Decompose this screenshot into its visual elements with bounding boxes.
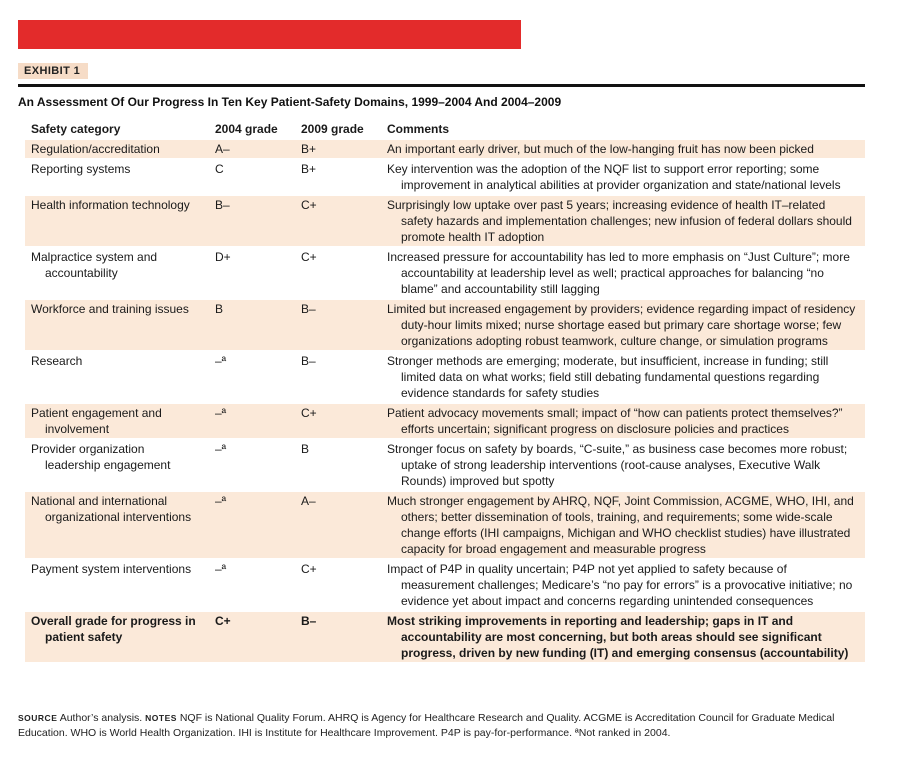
title-rule [18,84,865,87]
notes-label: NOTES [145,713,177,723]
row-2009-grade: A– [295,492,381,558]
row-2004-grade: D+ [215,250,231,264]
row-comments: Much stronger engagement by AHRQ, NQF, Joint Commission, ACGME, WHO, IHI, and others; better dissemination of tools, training, and requirements; some wide-scale change efforts (IHI campaigns, Michigan and WHO checklist studies) have illustrated capacity for broad engagement and measurable progress [387,494,854,556]
row-category: Health information technology [31,198,190,212]
row-2004-grade: B– [209,196,295,246]
row-comments: Surprisingly low uptake over past 5 years; increasing evidence of health IT–related safety hazards and implementation challenges; new infusion of federal dollars should promote health IT adoption [387,198,852,244]
table-row [25,404,865,438]
row-category: Regulation/accreditation [31,142,160,156]
row-category: Overall grade for progress in patient safety [31,614,196,644]
row-category: Patient engagement and involvement [31,406,162,436]
table-row [25,140,865,158]
row-category: Workforce and training issues [31,302,189,316]
row-2004-grade: –ª [209,404,295,438]
header-red-bar [18,20,521,49]
row-comments: Limited but increased engagement by providers; evidence regarding impact of residency duty-hour limits mixed; nurse shortage eased but primary care shortage worse; few organizations adopting robust teamwork, culture change, or simulation programs [387,302,856,348]
row-2009-grade: C+ [295,404,381,438]
row-2009-grade: B– [301,354,316,368]
row-comments: Patient advocacy movements small; impact of “how can patients protect themselves?” efforts uncertain; significant progress on disclosure policies and practices [387,406,843,436]
notes-text: NQF is National Quality Forum. AHRQ is Agency for Healthcare Research and Quality. ACGME is Accreditation Council for Graduate Medical Education. WHO is World Health Organization. IHI is Institute for Healthcare Improvement. P4P is pay-for-performance. ªNot ranked in 2004. [18,712,835,739]
row-category: Malpractice system and accountability [31,250,158,280]
row-2004-grade: B [209,300,295,350]
table-row [25,352,865,402]
row-2004-grade: –ª [215,442,227,456]
row-comments: Increased pressure for accountability has led to more emphasis on “Just Culture”; more accountability at leadership level as well; practical approaches for balancing “no blame” and accountability still lagging [387,250,850,296]
row-2009-grade: B– [295,612,381,662]
row-2009-grade: C+ [301,250,317,264]
table-row [25,440,865,490]
table-row [25,248,865,298]
row-comments: Impact of P4P in quality uncertain; P4P not yet applied to safety because of measurement challenges; Medicare’s “no pay for errors” is a provocative initiative; no evidence yet about impact and concerns regarding unintended consequences [387,562,853,608]
row-comments: Stronger methods are emerging; moderate, but insufficient, increase in funding; still limited data on what works; field still debating fundamental questions regarding evidence standards for safety studies [387,354,829,400]
table-row [25,160,865,194]
header-2009-grade: 2009 grade [301,122,364,136]
exhibit-title: An Assessment Of Our Progress In Ten Key Patient-Safety Domains, 1999–2004 And 2004–2009 [18,95,562,109]
row-2004-grade: –ª [215,354,227,368]
overall-row [25,612,865,662]
table-header-row [25,120,865,138]
row-2009-grade: B+ [301,162,317,176]
source-label: SOURCE [18,713,58,723]
row-2004-grade: C [215,162,224,176]
footnote [18,711,880,741]
table-row [25,300,865,350]
header-category: Safety category [31,122,121,136]
row-comments: Stronger focus on safety by boards, “C-suite,” as business case becomes more robust; uptake of strong leadership interventions (root-cause analyses, Executive Walk Rounds) improved but spotty [387,442,848,488]
row-2004-grade: A– [209,140,295,158]
row-2009-grade: B– [295,300,381,350]
row-comments: An important early driver, but much of the low-hanging fruit has now been picked [387,142,814,156]
row-category: Provider organization leadership engagement [31,442,171,472]
row-2009-grade: C+ [301,562,317,576]
row-category: Research [31,354,83,368]
row-category: National and international organizational interventions [31,494,192,524]
exhibit-label: EXHIBIT 1 [18,63,88,79]
row-2009-grade: B+ [295,140,381,158]
row-2009-grade: C+ [295,196,381,246]
row-comments: Most striking improvements in reporting and leadership; gaps in IT and accountability are most concerning, but both areas should see significant progress, driven by new funding (IT) and emerging consensus (accountability) [387,614,849,660]
table-row [25,196,865,246]
row-2004-grade: C+ [209,612,295,662]
grades-table [25,118,865,664]
header-2004-grade: 2004 grade [215,122,278,136]
row-2004-grade: –ª [215,562,227,576]
source-text: Author’s analysis. [59,712,143,724]
header-comments: Comments [387,122,450,136]
table-row [25,560,865,610]
row-comments: Key intervention was the adoption of the NQF list to support error reporting; some improvement in analytical abilities at provider organization and state/national levels [387,162,841,192]
row-category: Reporting systems [31,162,131,176]
row-category: Payment system interventions [31,562,192,576]
row-2004-grade: –ª [209,492,295,558]
row-2009-grade: B [301,442,310,456]
table-row [25,492,865,558]
